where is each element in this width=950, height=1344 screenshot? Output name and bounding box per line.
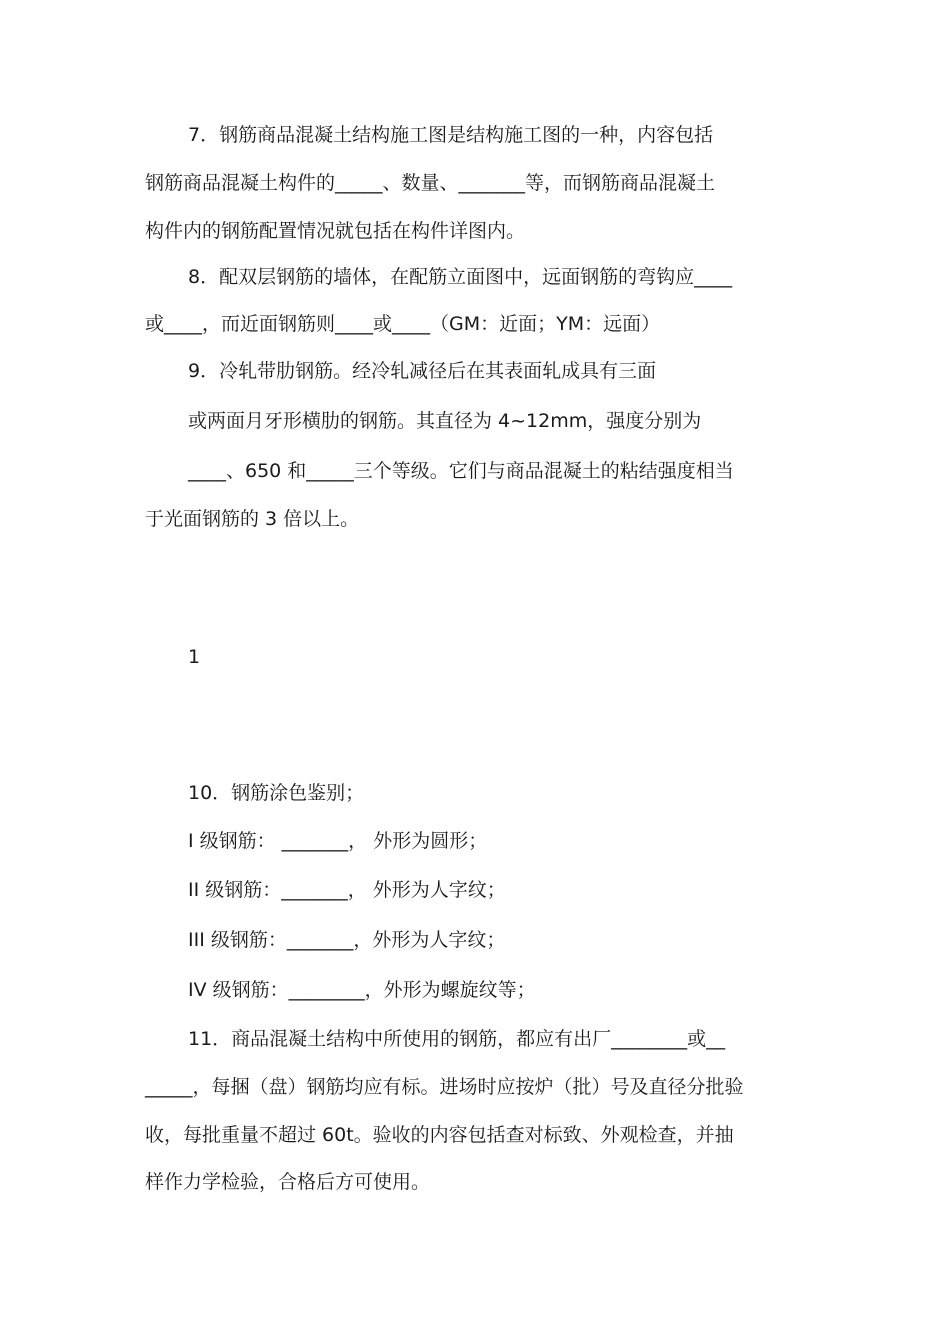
q7-line-3: 构件内的钢筋配置情况就包括在构件详图内。 bbox=[145, 220, 526, 242]
q9-line-3: ____、650 和_____三个等级。它们与商品混凝土的粘结强度相当 bbox=[188, 460, 734, 482]
q11-line-2: _____，每捆（盘）钢筋均应有标。进场时应按炉（批）号及直径分批验 bbox=[145, 1076, 744, 1098]
q10-line-5: IV 级钢筋：________，外形为螺旋纹等； bbox=[188, 979, 536, 1001]
q10-line-3: II 级钢筋：_______， 外形为人字纹； bbox=[188, 879, 506, 901]
q7-line-1: 7．钢筋商品混凝土结构施工图是结构施工图的一种，内容包括 bbox=[188, 124, 714, 146]
q11-line-4: 样作力学检验，合格后方可使用。 bbox=[145, 1171, 431, 1193]
q11-line-1: 11．商品混凝土结构中所使用的钢筋，都应有出厂________或__ bbox=[188, 1028, 726, 1050]
q11-line-3: 收，每批重量不超过 60t。验收的内容包括查对标致、外观检查，并抽 bbox=[145, 1124, 734, 1146]
page-number: 1 bbox=[188, 646, 201, 668]
q9-line-1: 9．冷轧带肋钢筋。经冷轧减径后在其表面轧成具有三面 bbox=[188, 360, 657, 382]
q9-line-2: 或两面月牙形横肋的钢筋。其直径为 4~12mm，强度分别为 bbox=[188, 410, 702, 432]
q10-line-1: 10．钢筋涂色鉴别； bbox=[188, 782, 365, 804]
q8-line-1: 8．配双层钢筋的墙体，在配筋立面图中，远面钢筋的弯钩应____ bbox=[188, 266, 733, 288]
q10-line-4: III 级钢筋：_______，外形为人字纹； bbox=[188, 929, 506, 951]
q10-line-2: I 级钢筋： _______， 外形为圆形； bbox=[188, 830, 488, 852]
q9-line-4: 于光面钢筋的 3 倍以上。 bbox=[145, 508, 360, 530]
q7-line-2: 钢筋商品混凝土构件的_____、数量、_______等，而钢筋商品混凝土 bbox=[145, 172, 716, 194]
q8-line-2: 或____，而近面钢筋则____或____（GM：近面；YM：远面） bbox=[145, 313, 661, 335]
